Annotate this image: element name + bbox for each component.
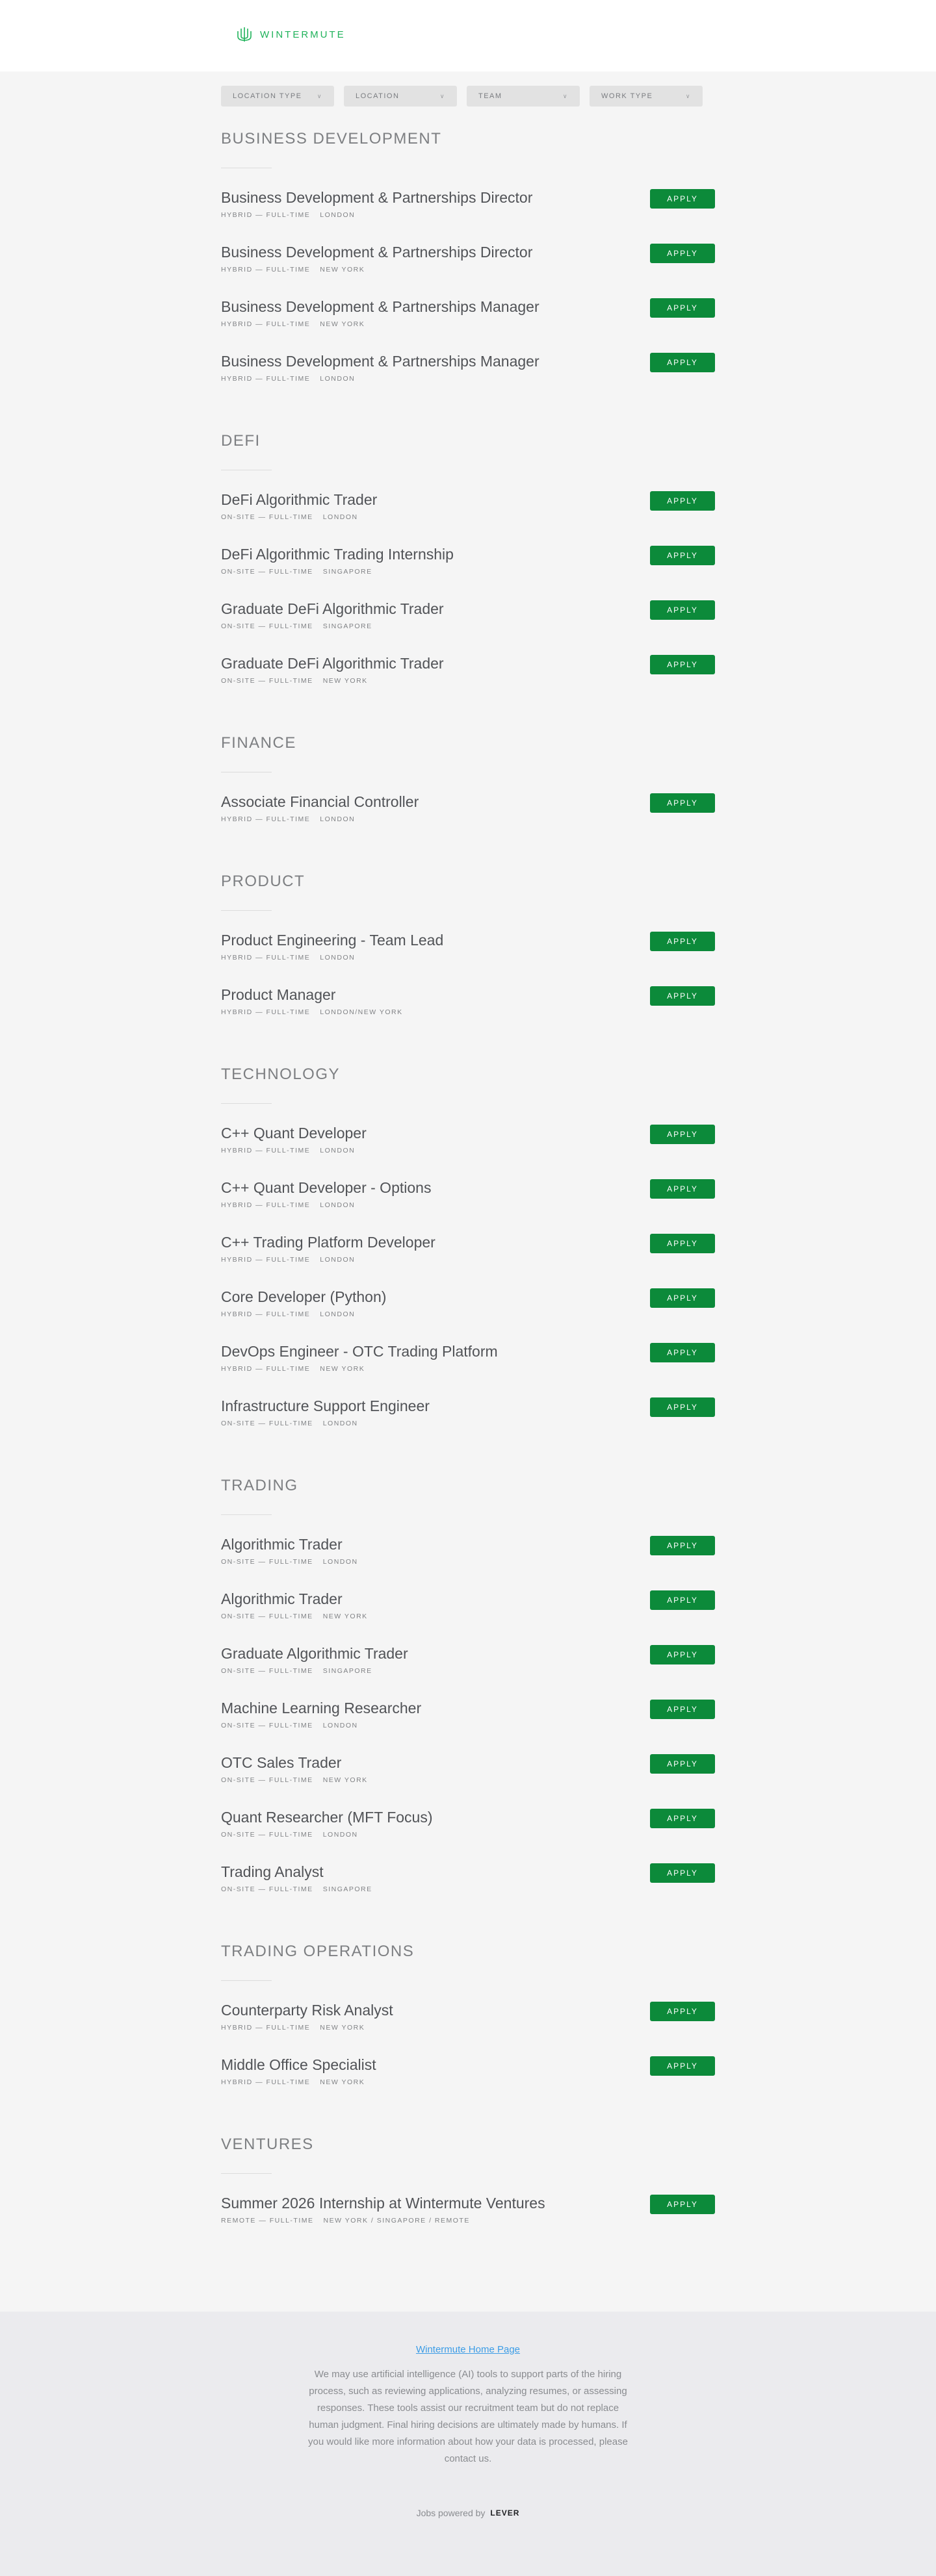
job-meta xyxy=(221,2217,715,2225)
job-meta xyxy=(221,266,715,274)
job-posting xyxy=(221,1342,715,1396)
powered-by-label: Jobs powered by xyxy=(416,2508,486,2518)
job-location: SINGAPORE xyxy=(322,1885,372,1893)
job-posting xyxy=(221,297,715,351)
job-meta xyxy=(221,1256,715,1264)
job-meta xyxy=(221,1008,715,1016)
brand-name: WINTERMUTE xyxy=(260,29,346,40)
job-meta xyxy=(221,1365,715,1373)
job-meta xyxy=(221,1613,715,1620)
group-title: TECHNOLOGY xyxy=(221,1065,341,1083)
job-title-link[interactable]: C++ Quant Developer - Options xyxy=(221,1179,432,1196)
apply-button[interactable]: APPLY xyxy=(650,932,715,951)
job-meta xyxy=(221,1722,715,1729)
job-posting xyxy=(221,1862,715,1917)
job-title-link[interactable]: Product Engineering - Team Lead xyxy=(221,932,444,949)
filter-dropdown[interactable] xyxy=(590,86,703,107)
filter-dropdown[interactable] xyxy=(467,86,580,107)
job-location: LONDON xyxy=(320,1310,356,1318)
apply-button[interactable]: APPLY xyxy=(650,491,715,511)
job-posting xyxy=(221,1698,715,1753)
job-location: LONDON xyxy=(322,1558,358,1566)
job-meta xyxy=(221,1667,715,1675)
job-listings xyxy=(221,71,715,2248)
job-title-link[interactable]: Graduate Algorithmic Trader xyxy=(221,1645,408,1662)
apply-button[interactable]: APPLY xyxy=(650,2002,715,2021)
job-title-link[interactable]: C++ Trading Platform Developer xyxy=(221,1234,436,1251)
group-divider xyxy=(221,1514,272,1515)
job-meta xyxy=(221,677,715,685)
group-title: DEFI xyxy=(221,432,261,450)
job-location: SINGAPORE xyxy=(322,622,372,630)
group-title: VENTURES xyxy=(221,2136,314,2153)
job-meta xyxy=(221,211,715,219)
job-posting xyxy=(221,1753,715,1807)
job-location: SINGAPORE xyxy=(322,1667,372,1675)
job-posting xyxy=(221,930,715,985)
job-commitment: ON-SITE — FULL-TIME xyxy=(221,1613,313,1620)
powered-by xyxy=(0,2508,936,2518)
job-meta xyxy=(221,1885,715,1893)
job-meta xyxy=(221,1310,715,1318)
posting-group xyxy=(221,734,715,847)
job-location: LONDON xyxy=(320,1201,356,1209)
job-commitment: HYBRID — FULL-TIME xyxy=(221,211,311,219)
apply-button[interactable]: APPLY xyxy=(650,1645,715,1664)
wintermute-logo[interactable] xyxy=(235,26,346,43)
page-footer xyxy=(0,2312,936,2576)
wintermute-logo-icon xyxy=(235,26,254,43)
job-location: NEW YORK xyxy=(320,2024,365,2032)
job-meta xyxy=(221,954,715,962)
job-posting xyxy=(221,2055,715,2110)
job-commitment: ON-SITE — FULL-TIME xyxy=(221,1722,313,1729)
job-posting xyxy=(221,242,715,297)
job-title-link[interactable]: Business Development & Partnerships Manager xyxy=(221,353,540,370)
filter-label: WORK TYPE xyxy=(601,92,653,100)
job-title-link[interactable]: Middle Office Specialist xyxy=(221,2056,376,2073)
job-title-link[interactable]: DeFi Algorithmic Trader xyxy=(221,491,378,508)
job-location: LONDON xyxy=(320,211,356,219)
group-divider xyxy=(221,910,272,911)
apply-button[interactable]: APPLY xyxy=(650,1397,715,1417)
job-posting xyxy=(221,1396,715,1451)
posting-group xyxy=(221,432,715,708)
job-commitment: ON-SITE — FULL-TIME xyxy=(221,1831,313,1839)
job-title-link[interactable]: Business Development & Partnerships Director xyxy=(221,244,533,261)
job-location: LONDON xyxy=(320,954,356,962)
job-location: LONDON xyxy=(322,1831,358,1839)
job-title-link[interactable]: Core Developer (Python) xyxy=(221,1288,387,1305)
job-commitment: ON-SITE — FULL-TIME xyxy=(221,1776,313,1784)
apply-button[interactable]: APPLY xyxy=(650,1179,715,1199)
job-meta xyxy=(221,1147,715,1154)
job-commitment: REMOTE — FULL-TIME xyxy=(221,2217,314,2225)
apply-button[interactable]: APPLY xyxy=(650,1754,715,1774)
job-meta xyxy=(221,815,715,823)
apply-button[interactable]: APPLY xyxy=(650,1700,715,1719)
job-title-link[interactable]: Business Development & Partnerships Manager xyxy=(221,298,540,315)
apply-button[interactable]: APPLY xyxy=(650,1343,715,1362)
apply-button[interactable]: APPLY xyxy=(650,2056,715,2076)
job-location: LONDON xyxy=(320,1147,356,1154)
job-commitment: ON-SITE — FULL-TIME xyxy=(221,1667,313,1675)
job-commitment: HYBRID — FULL-TIME xyxy=(221,1008,311,1016)
posting-group xyxy=(221,1477,715,1917)
apply-button[interactable]: APPLY xyxy=(650,244,715,263)
job-posting xyxy=(221,351,715,406)
job-location: LONDON xyxy=(320,815,356,823)
apply-button[interactable]: APPLY xyxy=(650,655,715,674)
job-meta xyxy=(221,513,715,521)
job-meta xyxy=(221,622,715,630)
job-commitment: HYBRID — FULL-TIME xyxy=(221,815,311,823)
job-title-link[interactable]: Counterparty Risk Analyst xyxy=(221,2002,393,2019)
home-page-link[interactable]: Wintermute Home Page xyxy=(415,2344,521,2355)
job-posting xyxy=(221,1807,715,1862)
top-bar xyxy=(0,0,936,71)
job-location: NEW YORK / SINGAPORE / REMOTE xyxy=(323,2217,470,2225)
job-title-link[interactable]: Machine Learning Researcher xyxy=(221,1700,422,1716)
apply-button[interactable]: APPLY xyxy=(650,189,715,209)
job-location: NEW YORK xyxy=(320,1365,365,1373)
job-commitment: HYBRID — FULL-TIME xyxy=(221,954,311,962)
job-meta xyxy=(221,320,715,328)
apply-button[interactable]: APPLY xyxy=(650,600,715,620)
job-meta xyxy=(221,568,715,576)
job-posting xyxy=(221,1178,715,1232)
job-posting xyxy=(221,1644,715,1698)
job-meta xyxy=(221,2024,715,2032)
job-location: LONDON xyxy=(322,513,358,521)
group-title: BUSINESS DEVELOPMENT xyxy=(221,130,442,147)
job-location: NEW YORK xyxy=(322,1776,368,1784)
job-commitment: ON-SITE — FULL-TIME xyxy=(221,513,313,521)
job-commitment: HYBRID — FULL-TIME xyxy=(221,1310,311,1318)
job-commitment: ON-SITE — FULL-TIME xyxy=(221,622,313,630)
apply-button[interactable]: APPLY xyxy=(650,1234,715,1253)
job-posting xyxy=(221,1589,715,1644)
apply-button[interactable]: APPLY xyxy=(650,1536,715,1555)
job-posting xyxy=(221,654,715,708)
apply-button[interactable]: APPLY xyxy=(650,2195,715,2214)
job-posting xyxy=(221,1287,715,1342)
filter-label: TEAM xyxy=(478,92,502,100)
filter-label: LOCATION xyxy=(356,92,400,100)
lever-logo[interactable]: LEVER xyxy=(490,2508,520,2518)
job-location: LONDON xyxy=(320,1256,356,1264)
apply-button[interactable]: APPLY xyxy=(650,793,715,813)
job-location: LONDON xyxy=(320,375,356,383)
group-divider xyxy=(221,2173,272,2174)
filter-dropdown[interactable] xyxy=(344,86,457,107)
job-location: SINGAPORE xyxy=(322,568,372,576)
job-meta xyxy=(221,1776,715,1784)
job-commitment: HYBRID — FULL-TIME xyxy=(221,375,311,383)
job-location: NEW YORK xyxy=(322,677,368,685)
job-title-link[interactable]: Trading Analyst xyxy=(221,1863,324,1880)
job-commitment: ON-SITE — FULL-TIME xyxy=(221,568,313,576)
job-commitment: HYBRID — FULL-TIME xyxy=(221,1201,311,1209)
apply-button[interactable]: APPLY xyxy=(650,1863,715,1883)
filter-dropdown[interactable] xyxy=(221,86,334,107)
job-commitment: HYBRID — FULL-TIME xyxy=(221,1147,311,1154)
apply-button[interactable]: APPLY xyxy=(650,1590,715,1610)
job-title-link[interactable]: Summer 2026 Internship at Wintermute Ventures xyxy=(221,2195,545,2212)
filter-label: LOCATION TYPE xyxy=(233,92,302,100)
group-divider xyxy=(221,1103,272,1104)
posting-groups xyxy=(221,130,715,2248)
job-meta xyxy=(221,1831,715,1839)
apply-button[interactable]: APPLY xyxy=(650,353,715,372)
job-title-link[interactable]: Algorithmic Trader xyxy=(221,1536,343,1553)
job-location: LONDON xyxy=(322,1420,358,1427)
chevron-down-icon: ∨ xyxy=(562,92,568,99)
job-posting xyxy=(221,2000,715,2055)
group-title: FINANCE xyxy=(221,734,296,752)
job-location: LONDON/NEW YORK xyxy=(320,1008,403,1016)
job-meta xyxy=(221,1420,715,1427)
group-divider xyxy=(221,1980,272,1981)
job-posting xyxy=(221,490,715,544)
job-posting xyxy=(221,792,715,847)
apply-button[interactable]: APPLY xyxy=(650,1809,715,1828)
job-commitment: ON-SITE — FULL-TIME xyxy=(221,1558,313,1566)
job-posting xyxy=(221,1535,715,1589)
job-location: NEW YORK xyxy=(320,2078,365,2086)
apply-button[interactable]: APPLY xyxy=(650,1125,715,1144)
job-commitment: ON-SITE — FULL-TIME xyxy=(221,1885,313,1893)
job-commitment: HYBRID — FULL-TIME xyxy=(221,2024,311,2032)
job-title-link[interactable]: Quant Researcher (MFT Focus) xyxy=(221,1809,433,1826)
job-title-link[interactable]: Associate Financial Controller xyxy=(221,793,419,810)
group-title: PRODUCT xyxy=(221,873,306,890)
job-meta xyxy=(221,2078,715,2086)
job-posting xyxy=(221,544,715,599)
job-title-link[interactable]: Algorithmic Trader xyxy=(221,1590,343,1607)
job-title-link[interactable]: DeFi Algorithmic Trading Internship xyxy=(221,546,454,563)
job-meta xyxy=(221,1558,715,1566)
filter-bar xyxy=(221,86,715,107)
job-commitment: HYBRID — FULL-TIME xyxy=(221,320,311,328)
job-commitment: HYBRID — FULL-TIME xyxy=(221,1365,311,1373)
job-location: NEW YORK xyxy=(322,1613,368,1620)
job-location: NEW YORK xyxy=(320,320,365,328)
job-commitment: HYBRID — FULL-TIME xyxy=(221,1256,311,1264)
job-title-link[interactable]: Business Development & Partnerships Director xyxy=(221,189,533,206)
job-commitment: ON-SITE — FULL-TIME xyxy=(221,677,313,685)
job-title-link[interactable]: Product Manager xyxy=(221,986,336,1003)
job-meta xyxy=(221,1201,715,1209)
job-commitment: ON-SITE — FULL-TIME xyxy=(221,1420,313,1427)
apply-button[interactable]: APPLY xyxy=(650,298,715,318)
job-title-link[interactable]: C++ Quant Developer xyxy=(221,1125,367,1141)
posting-group xyxy=(221,2136,715,2248)
job-title-link[interactable]: DevOps Engineer - OTC Trading Platform xyxy=(221,1343,498,1360)
job-title-link[interactable]: Graduate DeFi Algorithmic Trader xyxy=(221,655,444,672)
job-title-link[interactable]: Infrastructure Support Engineer xyxy=(221,1397,430,1414)
job-title-link[interactable]: Graduate DeFi Algorithmic Trader xyxy=(221,600,444,617)
apply-button[interactable]: APPLY xyxy=(650,1288,715,1308)
job-commitment: HYBRID — FULL-TIME xyxy=(221,266,311,274)
posting-group xyxy=(221,1065,715,1451)
job-location: LONDON xyxy=(322,1722,358,1729)
job-posting xyxy=(221,985,715,1039)
group-title: TRADING xyxy=(221,1477,298,1494)
posting-group xyxy=(221,873,715,1039)
job-posting xyxy=(221,2193,715,2248)
chevron-down-icon: ∨ xyxy=(439,92,445,99)
chevron-down-icon: ∨ xyxy=(317,92,322,99)
job-posting xyxy=(221,1123,715,1178)
job-meta xyxy=(221,375,715,383)
job-posting xyxy=(221,599,715,654)
group-title: TRADING OPERATIONS xyxy=(221,1943,415,1960)
posting-group xyxy=(221,1943,715,2110)
chevron-down-icon: ∨ xyxy=(685,92,691,99)
job-title-link[interactable]: OTC Sales Trader xyxy=(221,1754,342,1771)
ai-disclosure-note: We may use artificial intelligence (AI) tools to support parts of the hiring process, such as reviewing applications, analyzing resumes, or assessing responses. These tools assist our recruitment team but do not replace human judgment. Final hiring decisions are ultimately made by humans. If you would like more information about how your data is processed, please contact us. xyxy=(308,2369,628,2464)
apply-button[interactable]: APPLY xyxy=(650,986,715,1006)
job-location: NEW YORK xyxy=(320,266,365,274)
apply-button[interactable]: APPLY xyxy=(650,546,715,565)
job-posting xyxy=(221,188,715,242)
job-posting xyxy=(221,1232,715,1287)
posting-group xyxy=(221,130,715,406)
job-commitment: HYBRID — FULL-TIME xyxy=(221,2078,311,2086)
